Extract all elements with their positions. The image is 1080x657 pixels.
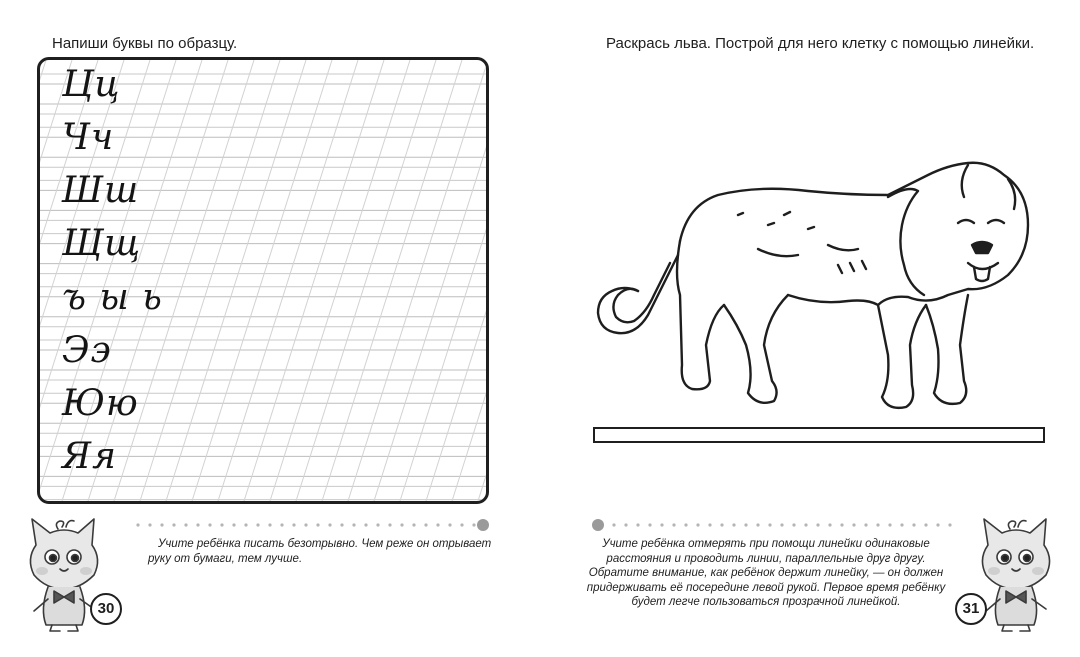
copybook-frame <box>37 57 489 504</box>
page-number-left: 30 <box>90 593 122 625</box>
coloring-instruction: Раскрась льва. Построй для него клетку с помощью линейки. <box>606 35 1035 52</box>
copybook-slant-line <box>218 60 358 501</box>
copybook-slant-line <box>244 60 384 501</box>
ruler-drawing-box <box>593 427 1045 443</box>
parent-tip-left: Учите ребёнка писать безотрывно. Чем реже он отрывает руку от бумаги, тем лучше. <box>148 538 492 565</box>
copybook-slant-line <box>452 60 486 501</box>
parent-tip-right: Учите ребёнка отмерять при помощи линейки одинаковые расстояния и проводить линии, параллельные друг другу. Обратите внимание, как ребёнок держит линейку, — он должен придерживать её посередине левой рукой. Первое время ребёнку будет легче пользоваться прозрачной линейкой. <box>586 538 946 608</box>
copybook-slant-line <box>192 60 332 501</box>
letter-row-yu: Юю <box>62 383 139 424</box>
copybook-slant-line <box>40 60 46 501</box>
copybook-slant-line <box>296 60 436 501</box>
lion-illustration <box>588 145 1058 425</box>
letter-row-ts: Цц <box>62 64 121 105</box>
letter-row-ya: Яя <box>62 436 117 477</box>
dotted-divider-right <box>590 517 960 533</box>
copybook-slant-line <box>270 60 410 501</box>
writing-instruction: Напиши буквы по образцу. <box>52 35 238 52</box>
right-page <box>540 0 1080 657</box>
letter-row-shch: Щщ <box>62 223 142 264</box>
copybook-slant-line <box>348 60 486 501</box>
letter-row-signs: ъ ы ь <box>62 277 163 318</box>
dotted-divider-left <box>130 517 500 533</box>
page-number-right: 31 <box>955 593 987 625</box>
letter-row-ch: Чч <box>62 117 115 158</box>
copybook-slant-line <box>478 60 486 501</box>
copybook-slant-line <box>322 60 462 501</box>
letter-row-e: Ээ <box>62 330 112 371</box>
copybook-slant-line <box>374 60 486 501</box>
letter-row-sh: Шш <box>62 170 140 211</box>
copybook-slant-line <box>166 60 306 501</box>
copybook-slant-line <box>426 60 486 501</box>
